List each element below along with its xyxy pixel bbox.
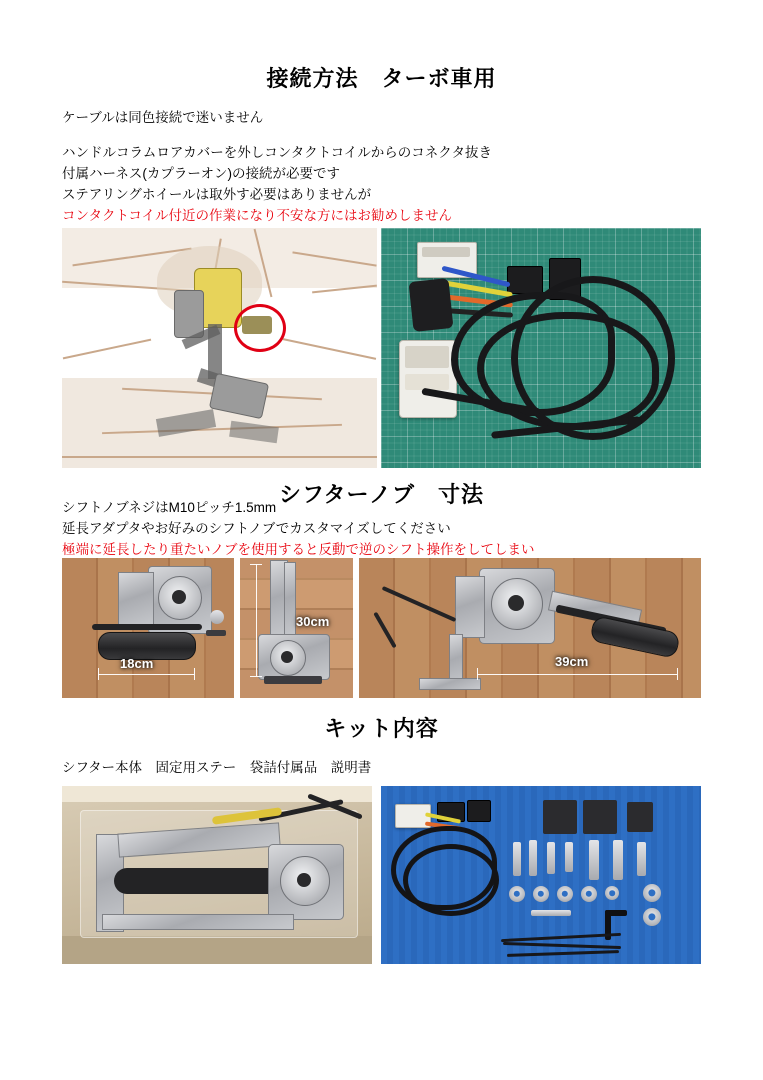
shifter-line-3-warning: 極端に延長したり重たいノブを使用すると反動で逆のシフト操作をしてしまい: [62, 541, 535, 557]
figure-shifter-with-knob: [62, 558, 234, 698]
connection-lead-text: ケーブルは同色接続で迷いません: [62, 110, 264, 125]
figure-kit-small-parts: [381, 786, 701, 964]
dimension-label-39cm: 39cm: [555, 654, 589, 669]
section-title-shifter-knob: シフターノブ 寸法: [278, 482, 485, 507]
shifter-line-2: 延長アダプタやお好みのシフトノブでカスタマイズしてください: [62, 520, 451, 536]
figure-shifter-front: [240, 558, 353, 698]
section-title-connection: 接続方法 ターボ車用: [266, 66, 497, 91]
connection-paragraph: [62, 143, 492, 227]
dimension-label-30cm: 30cm: [296, 614, 330, 629]
kit-contents-paragraph: [62, 758, 371, 779]
kit-contents-line-1: シフター本体 固定用ステー 袋詰付属品 説明書: [62, 760, 372, 775]
figure-packed-box: [62, 786, 372, 964]
dimension-label-18cm: 18cm: [120, 656, 154, 671]
connection-line-3: ステアリングホイールは取外す必要はありませんが: [62, 186, 372, 202]
connection-line-2: 付属ハーネス(カプラーオン)の接続が必要です: [62, 165, 341, 181]
connection-line-4-warning: コンタクトコイル付近の作業になり不安な方にはお勧めしません: [62, 207, 453, 223]
shifter-knob-paragraph: [62, 498, 535, 561]
figure-harness-photo: [381, 228, 701, 468]
figure-steering-column-diagram: [62, 228, 377, 468]
connection-line-1: ハンドルコラムロアカバーを外しコンタクトコイルからのコネクタ抜き: [62, 145, 492, 160]
figure-shifter-assembly: [359, 558, 701, 698]
connector-black-1: [507, 266, 543, 294]
section-title-kit-contents: キット内容: [324, 716, 439, 741]
shifter-line-1: シフトノブネジはM10ピッチ1.5mm: [62, 500, 277, 515]
parts-connector-black-2: [467, 800, 491, 822]
